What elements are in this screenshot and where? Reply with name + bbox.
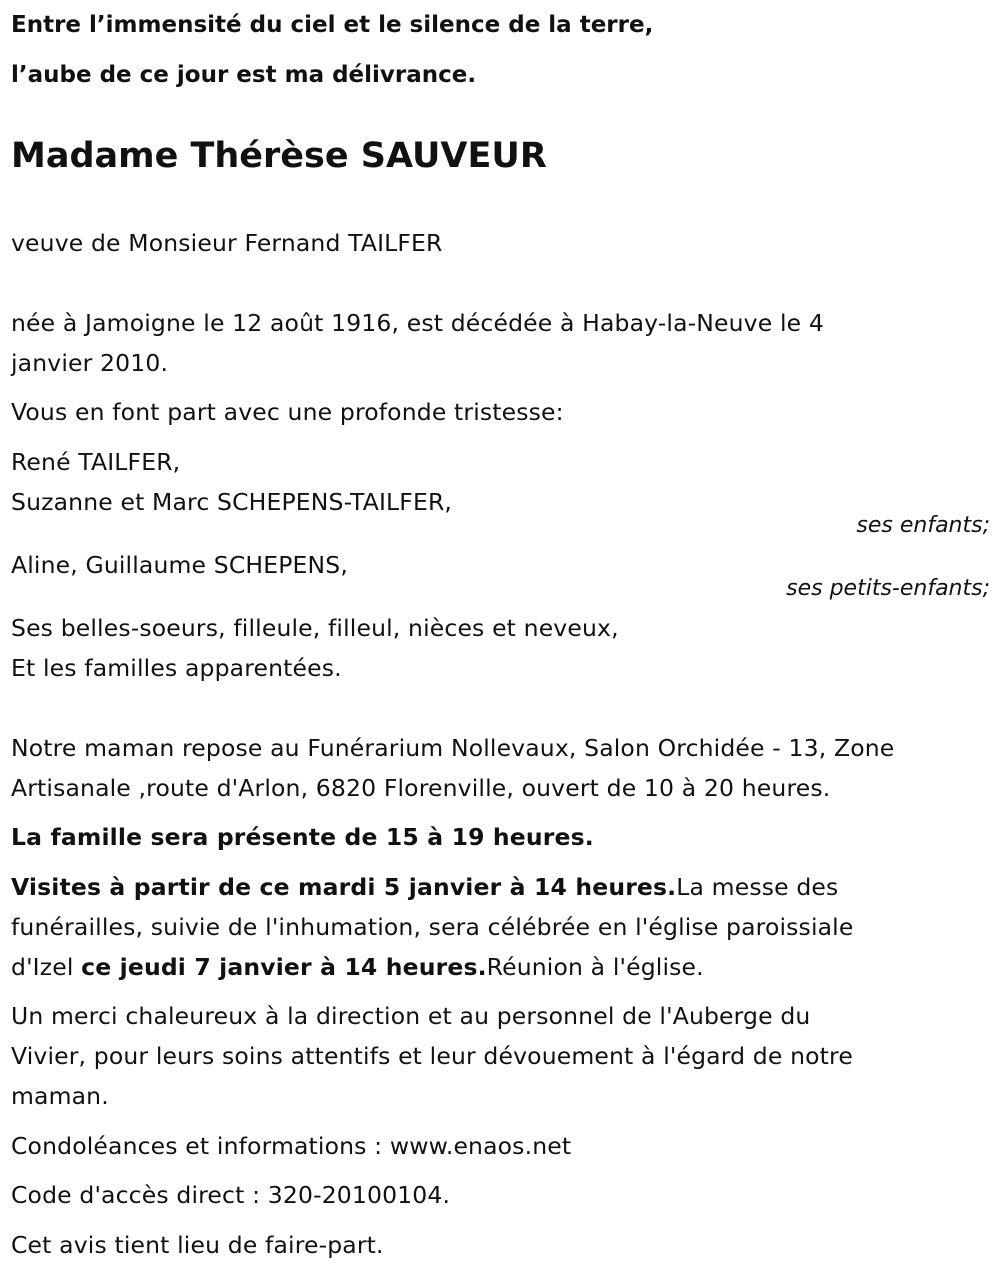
visits-text: Visites à partir de ce mardi 5 janvier à 14 heures. xyxy=(11,873,677,901)
announcement-intro: Vous en font part avec une profonde tristesse: xyxy=(11,398,564,426)
child-2: Suzanne et Marc SCHEPENS-TAILFER, xyxy=(11,488,453,516)
closing-note: Cet avis tient lieu de faire-part. xyxy=(11,1231,384,1259)
church-location: d'Izel xyxy=(11,953,82,981)
children-role: ses enfants; xyxy=(856,513,990,538)
meeting-text: Réunion à l'église. xyxy=(486,953,704,981)
funeral-line-1 xyxy=(11,867,838,907)
grandchildren-role: ses petits-enfants; xyxy=(786,576,990,601)
thanks-line-1: Un merci chaleureux à la direction et au personnel de l'Auberge du xyxy=(11,1002,811,1030)
funeral-line-2: funérailles, suivie de l'inhumation, sera célébrée en l'église paroissiale xyxy=(11,913,854,941)
condolences-info: Condoléances et informations : www.enaos.net xyxy=(11,1132,572,1160)
funeral-date: ce jeudi 7 janvier à 14 heures. xyxy=(81,953,487,981)
child-1: René TAILFER, xyxy=(11,448,181,476)
thanks-line-3: maman. xyxy=(11,1082,109,1110)
grandchildren: Aline, Guillaume SCHEPENS, xyxy=(11,551,348,579)
related-families: Et les familles apparentées. xyxy=(11,654,342,682)
birth-death-line-1: née à Jamoigne le 12 août 1916, est décédée à Habay-la-Neuve le 4 xyxy=(11,309,824,337)
epigraph-line-2: l’aube de ce jour est ma délivrance. xyxy=(11,62,477,88)
rest-place-line-2: Artisanale ,route d'Arlon, 6820 Florenville, ouvert de 10 à 20 heures. xyxy=(11,774,831,802)
rest-place-line-1: Notre maman repose au Funérarium Nollevaux, Salon Orchidée - 13, Zone xyxy=(11,734,895,762)
widow-of: veuve de Monsieur Fernand TAILFER xyxy=(11,229,443,257)
mass-text-start: La messe des xyxy=(676,873,839,901)
deceased-name: Madame Thérèse SAUVEUR xyxy=(11,136,547,176)
birth-death-line-2: janvier 2010. xyxy=(11,349,169,377)
access-code: Code d'accès direct : 320-20100104. xyxy=(11,1181,451,1209)
family-presence-text: La famille sera présente de 15 à 19 heures. xyxy=(11,823,594,851)
family-presence xyxy=(11,817,594,857)
other-relatives: Ses belles-soeurs, filleule, filleul, nièces et neveux, xyxy=(11,614,619,642)
thanks-line-2: Vivier, pour leurs soins attentifs et leur dévouement à l'égard de notre xyxy=(11,1042,853,1070)
epigraph-line-1: Entre l’immensité du ciel et le silence de la terre, xyxy=(11,12,654,38)
funeral-line-3 xyxy=(11,947,704,987)
